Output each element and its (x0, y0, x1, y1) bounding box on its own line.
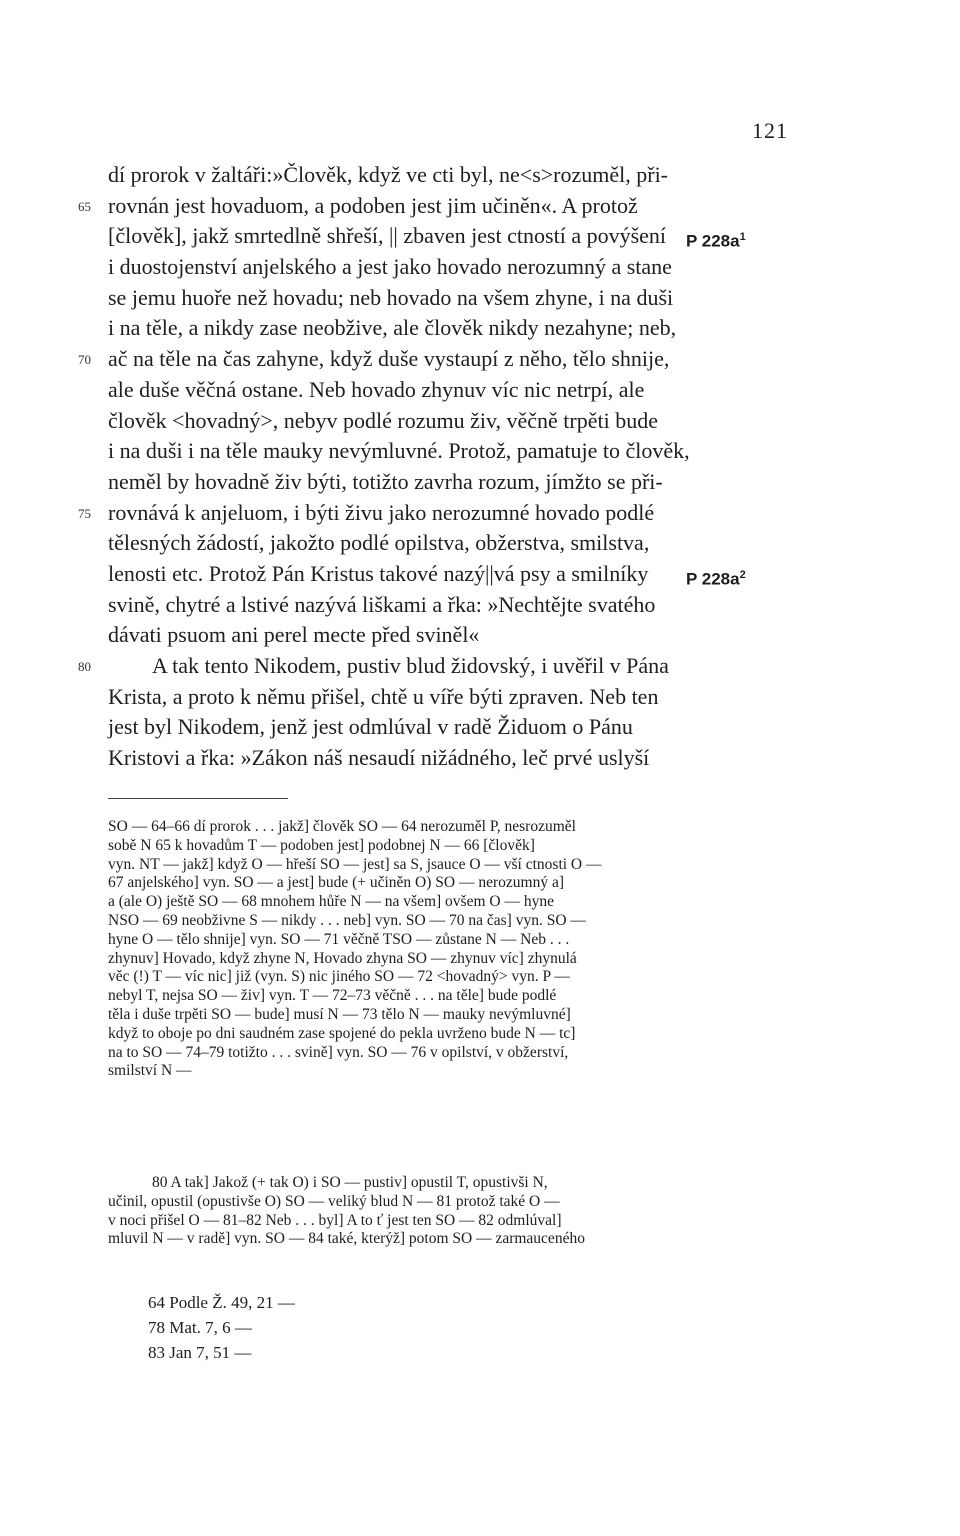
line-number: 65 (78, 198, 91, 214)
text-line (108, 313, 778, 344)
text-line-content: ač na těle na čas zahyne, když duše vystaupí z něho, tělo shnije, (108, 346, 670, 372)
source-references (148, 1290, 295, 1365)
source-reference: 64 Podle Ž. 49, 21 — (148, 1293, 295, 1312)
text-line (108, 467, 778, 498)
apparatus-line: nebyl T, nejsa SO — živ] vyn. T — 72–73 věčně . . . na těle] bude podlé (108, 987, 557, 1005)
text-line-content: dí prorok v žaltáři:»Člověk, když ve cti byl, ne<s>rozuměl, při- (108, 162, 669, 187)
text-line (108, 406, 778, 437)
text-line-content: dávati psuom ani perel mecte před sviněl« (108, 622, 480, 648)
apparatus-line: zhynuv] Hovado, když zhyne N, Hovado zhyna SO — zhynuv víc] zhynulá (108, 949, 577, 967)
text-line (108, 375, 778, 406)
text-line (108, 620, 778, 651)
text-line (78, 651, 778, 682)
line-number: 75 (78, 505, 91, 521)
apparatus-line: mluvil N — v radě] vyn. SO — 84 také, kterýž] potom SO — zarmauceného (108, 1230, 585, 1248)
text-line (78, 191, 778, 222)
text-line (108, 590, 778, 621)
apparatus-line: smilství N — (108, 1062, 192, 1080)
text-line-content: tělesných žádostí, jakožto podlé opilstva, obžerstva, smilstva, (108, 530, 650, 556)
footnote-divider (108, 798, 288, 799)
margin-note-folio-1: P $228a^1$ (686, 231, 746, 251)
text-line-content: rovnává k anjeluom, i býti živu jako nerozumné hovado podlé (108, 499, 655, 525)
text-line (78, 344, 778, 375)
apparatus-line: sobě N 65 k hovadům T — podoben jest] podobnej N — 66 [člověk] (108, 836, 535, 854)
source-reference: 83 Jan 7, 51 — (148, 1343, 252, 1362)
apparatus-line: když to oboje po dni saudném zase spojené do pekla uvrženo bude N — tc] (108, 1024, 576, 1042)
apparatus-line: učinil, opustil (opustivše O) SO — veliký blud N — 81 protož také O — (108, 1192, 560, 1210)
apparatus-line: v noci přišel O — 81–82 Neb . . . byl] A to ť jest ten SO — 82 odmlúval] (108, 1211, 562, 1229)
apparatus-line: 80 A tak] Jakož (+ tak O) i SO — pustiv] opustil T, opustivši N, (152, 1174, 548, 1191)
text-line-content: lenosti etc. Protož Pán Kristus takové nazý||vá psy a smilníky (108, 560, 649, 586)
text-line (108, 743, 778, 774)
apparatus-line: SO — 64–66 dí prorok . . . jakž] člověk SO — 64 nerozuměl P, nesrozuměl (108, 818, 576, 835)
line-number: 80 (78, 659, 91, 674)
apparatus-line: hyne O — tělo shnije] vyn. SO — 71 věčně TSO — zůstane N — Neb . . . (108, 930, 570, 948)
text-line (108, 528, 778, 559)
margin-note-folio-2: P $228a^2$ (686, 569, 746, 589)
critical-apparatus (108, 818, 778, 1081)
critical-apparatus-continued (108, 1174, 778, 1249)
text-line (108, 221, 778, 252)
text-line (108, 559, 778, 590)
text-line-content: rovnán jest hovaduom, a podoben jest jim učiněn«. A protož (108, 192, 638, 218)
text-line-content: [člověk], jakž smrtedlně shřeší, || zbaven jest ctností a povýšení (108, 223, 667, 249)
text-line (108, 712, 778, 743)
text-line-content: se jemu huoře než hovadu; neb hovado na všem zhyne, i na duši (108, 284, 674, 310)
main-text (78, 160, 778, 774)
text-line-content: i na duši i na těle mauky nevýmluvné. Protož, pamatuje to člověk, (108, 438, 690, 464)
text-line (108, 283, 778, 314)
text-line-content: ale duše věčná ostane. Neb hovado zhynuv víc nic netrpí, ale (108, 376, 645, 402)
apparatus-line: a (ale O) ještě SO — 68 mnohem hůře N — na všem] ovšem O — hyne (108, 893, 554, 911)
text-line-content: svině, chytré a lstivé nazývá liškami a řka: »Nechtějte svatého (108, 591, 656, 617)
source-reference: 78 Mat. 7, 6 — (148, 1318, 252, 1337)
text-line (108, 436, 778, 467)
text-line-content: Krista, a proto k němu přišel, chtě u víře býti zpraven. Neb ten (108, 683, 659, 709)
text-line-content: i duostojenství anjelského a jest jako hovado nerozumný a stane (108, 254, 672, 280)
apparatus-line: NSO — 69 neobživne S — nikdy . . . neb] vyn. SO — 70 na čas] vyn. SO — (108, 911, 586, 929)
text-line-content: člověk <hovadný>, nebyv podlé rozumu živ, věčně trpěti bude (108, 407, 658, 433)
text-line-content: i na těle, a nikdy zase neobžive, ale člověk nikdy nezahyne; neb, (108, 315, 677, 341)
text-line (78, 498, 778, 529)
text-line-content: A tak tento Nikodem, pustiv blud židovský, i uvěřil v Pána (152, 653, 669, 678)
text-line (108, 682, 778, 713)
apparatus-line: na to SO — 74–79 totižto . . . svině] vyn. SO — 76 v opilství, v obžerství, (108, 1043, 569, 1061)
text-line-content: jest byl Nikodem, jenž jest odmlúval v radě Židuom o Pánu (108, 714, 633, 740)
text-line (108, 160, 778, 191)
line-number: 70 (78, 352, 91, 368)
apparatus-line: věc (!) T — víc nic] již (vyn. S) nic jiného SO — 72 <hovadný> vyn. P — (108, 968, 570, 986)
apparatus-line: 67 anjelského] vyn. SO — a jest] bude (+ učiněn O) SO — nerozumný a] (108, 874, 564, 892)
text-line (108, 252, 778, 283)
text-line-content: neměl by hovadně živ býti, totižto zavrha rozum, jímžto se při- (108, 468, 663, 494)
apparatus-line: těla i duše trpěti SO — bude] musí N — 73 tělo N — mauky nevýmluvné] (108, 1005, 571, 1023)
text-line-content: Kristovi a řka: »Zákon náš nesaudí nižádného, leč prvé uslyší (108, 745, 650, 771)
apparatus-line: vyn. NT — jakž] když O — hřeší SO — jest] sa S, jsauce O — vší ctnosti O — (108, 855, 602, 873)
page-number: 121 (752, 118, 788, 143)
